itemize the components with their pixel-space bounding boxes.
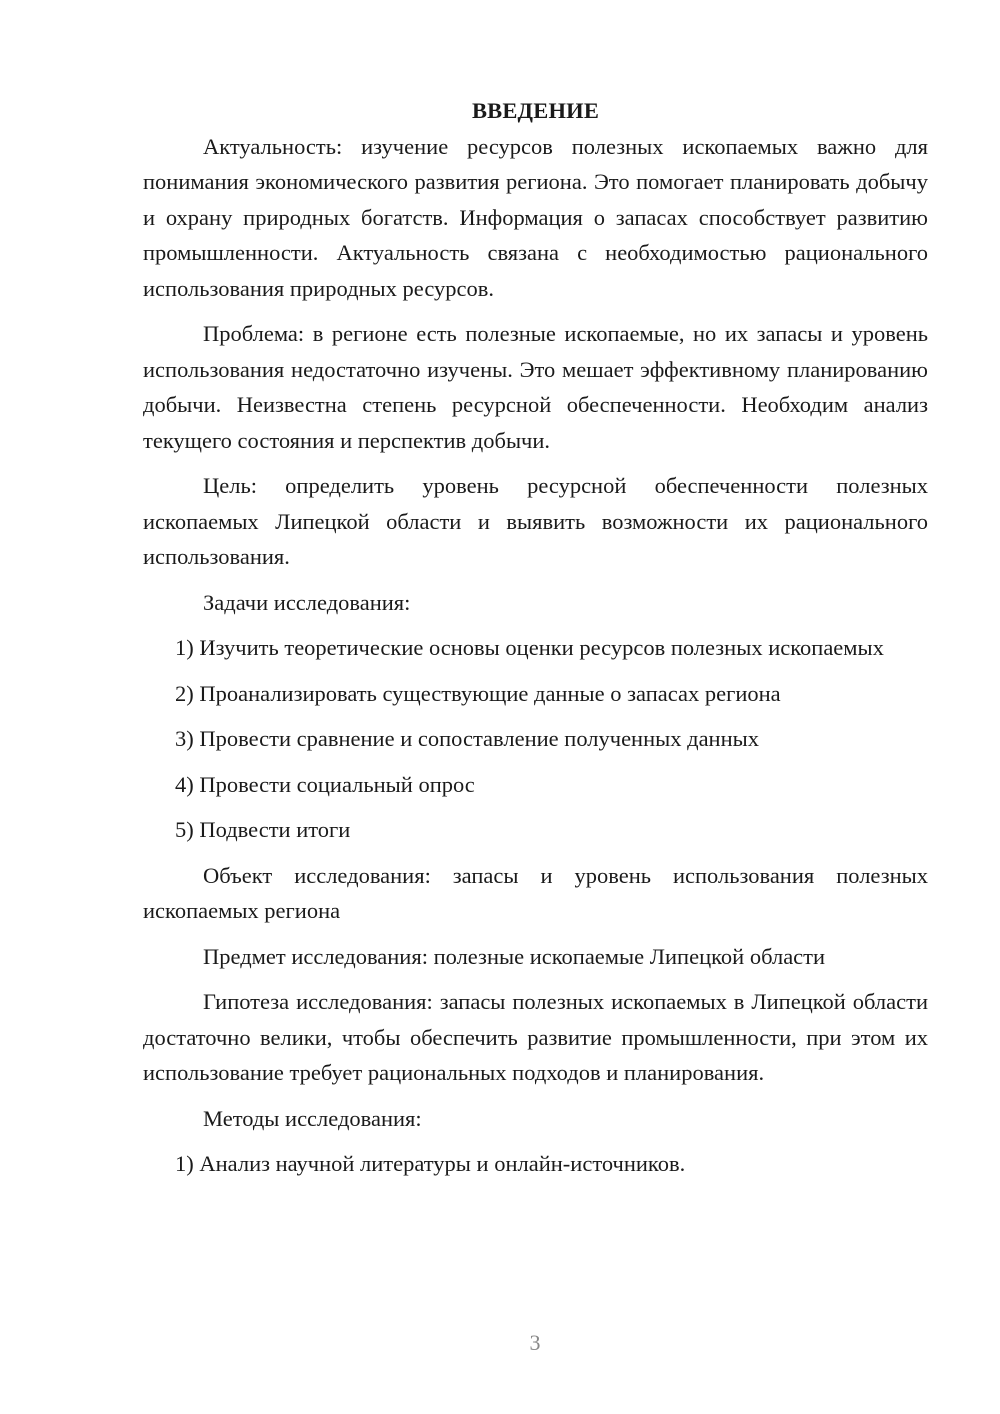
- method-item-1: 1) Анализ научной литературы и онлайн-источников.: [175, 1151, 686, 1176]
- task-item-1: 1) Изучить теоретические основы оценки ресурсов полезных ископаемых: [175, 635, 884, 660]
- page-number: 3: [529, 1330, 541, 1355]
- document-page: [143, 93, 928, 1182]
- task-item-4: 4) Провести социальный опрос: [175, 771, 475, 797]
- relevance-paragraph: Актуальность: изучение ресурсов полезных ископаемых важно для понимания экономического развития региона. Это помогает планировать добычу и охрану природных богатств. Информация о запасах способствует развитию промышленности. Актуальность связана с необходимостью рационального использования природных ресурсов.: [143, 133, 928, 301]
- tasks-heading: Задачи исследования:: [203, 589, 411, 615]
- hypothesis-paragraph: Гипотеза исследования: запасы полезных ископаемых в Липецкой области достаточно велики, чтобы обеспечить развитие промышленности, при этом их использование требует рациональных подходов и планирования.: [143, 989, 928, 1085]
- goal-paragraph: Цель: определить уровень ресурсной обеспеченности полезных ископаемых Липецкой области и выявить возможности их рационального использования.: [143, 473, 928, 569]
- problem-paragraph: Проблема: в регионе есть полезные ископаемые, но их запасы и уровень использования недостаточно изучены. Это мешает эффективному планированию добычи. Неизвестна степень ресурсной обеспеченности. Необходим анализ текущего состояния и перспектив добычи.: [143, 321, 928, 453]
- task-item-2: 2) Проанализировать существующие данные о запасах региона: [175, 680, 781, 706]
- task-item-5: 5) Подвести итоги: [175, 817, 351, 842]
- object-paragraph: Объект исследования: запасы и уровень использования полезных ископаемых региона: [143, 862, 928, 923]
- task-item-3: 3) Провести сравнение и сопоставление полученных данных: [175, 726, 760, 751]
- methods-heading: Методы исследования:: [203, 1105, 422, 1131]
- page-title: ВВЕДЕНИЕ: [471, 98, 600, 123]
- subject-paragraph: Предмет исследования: полезные ископаемые Липецкой области: [203, 943, 826, 969]
